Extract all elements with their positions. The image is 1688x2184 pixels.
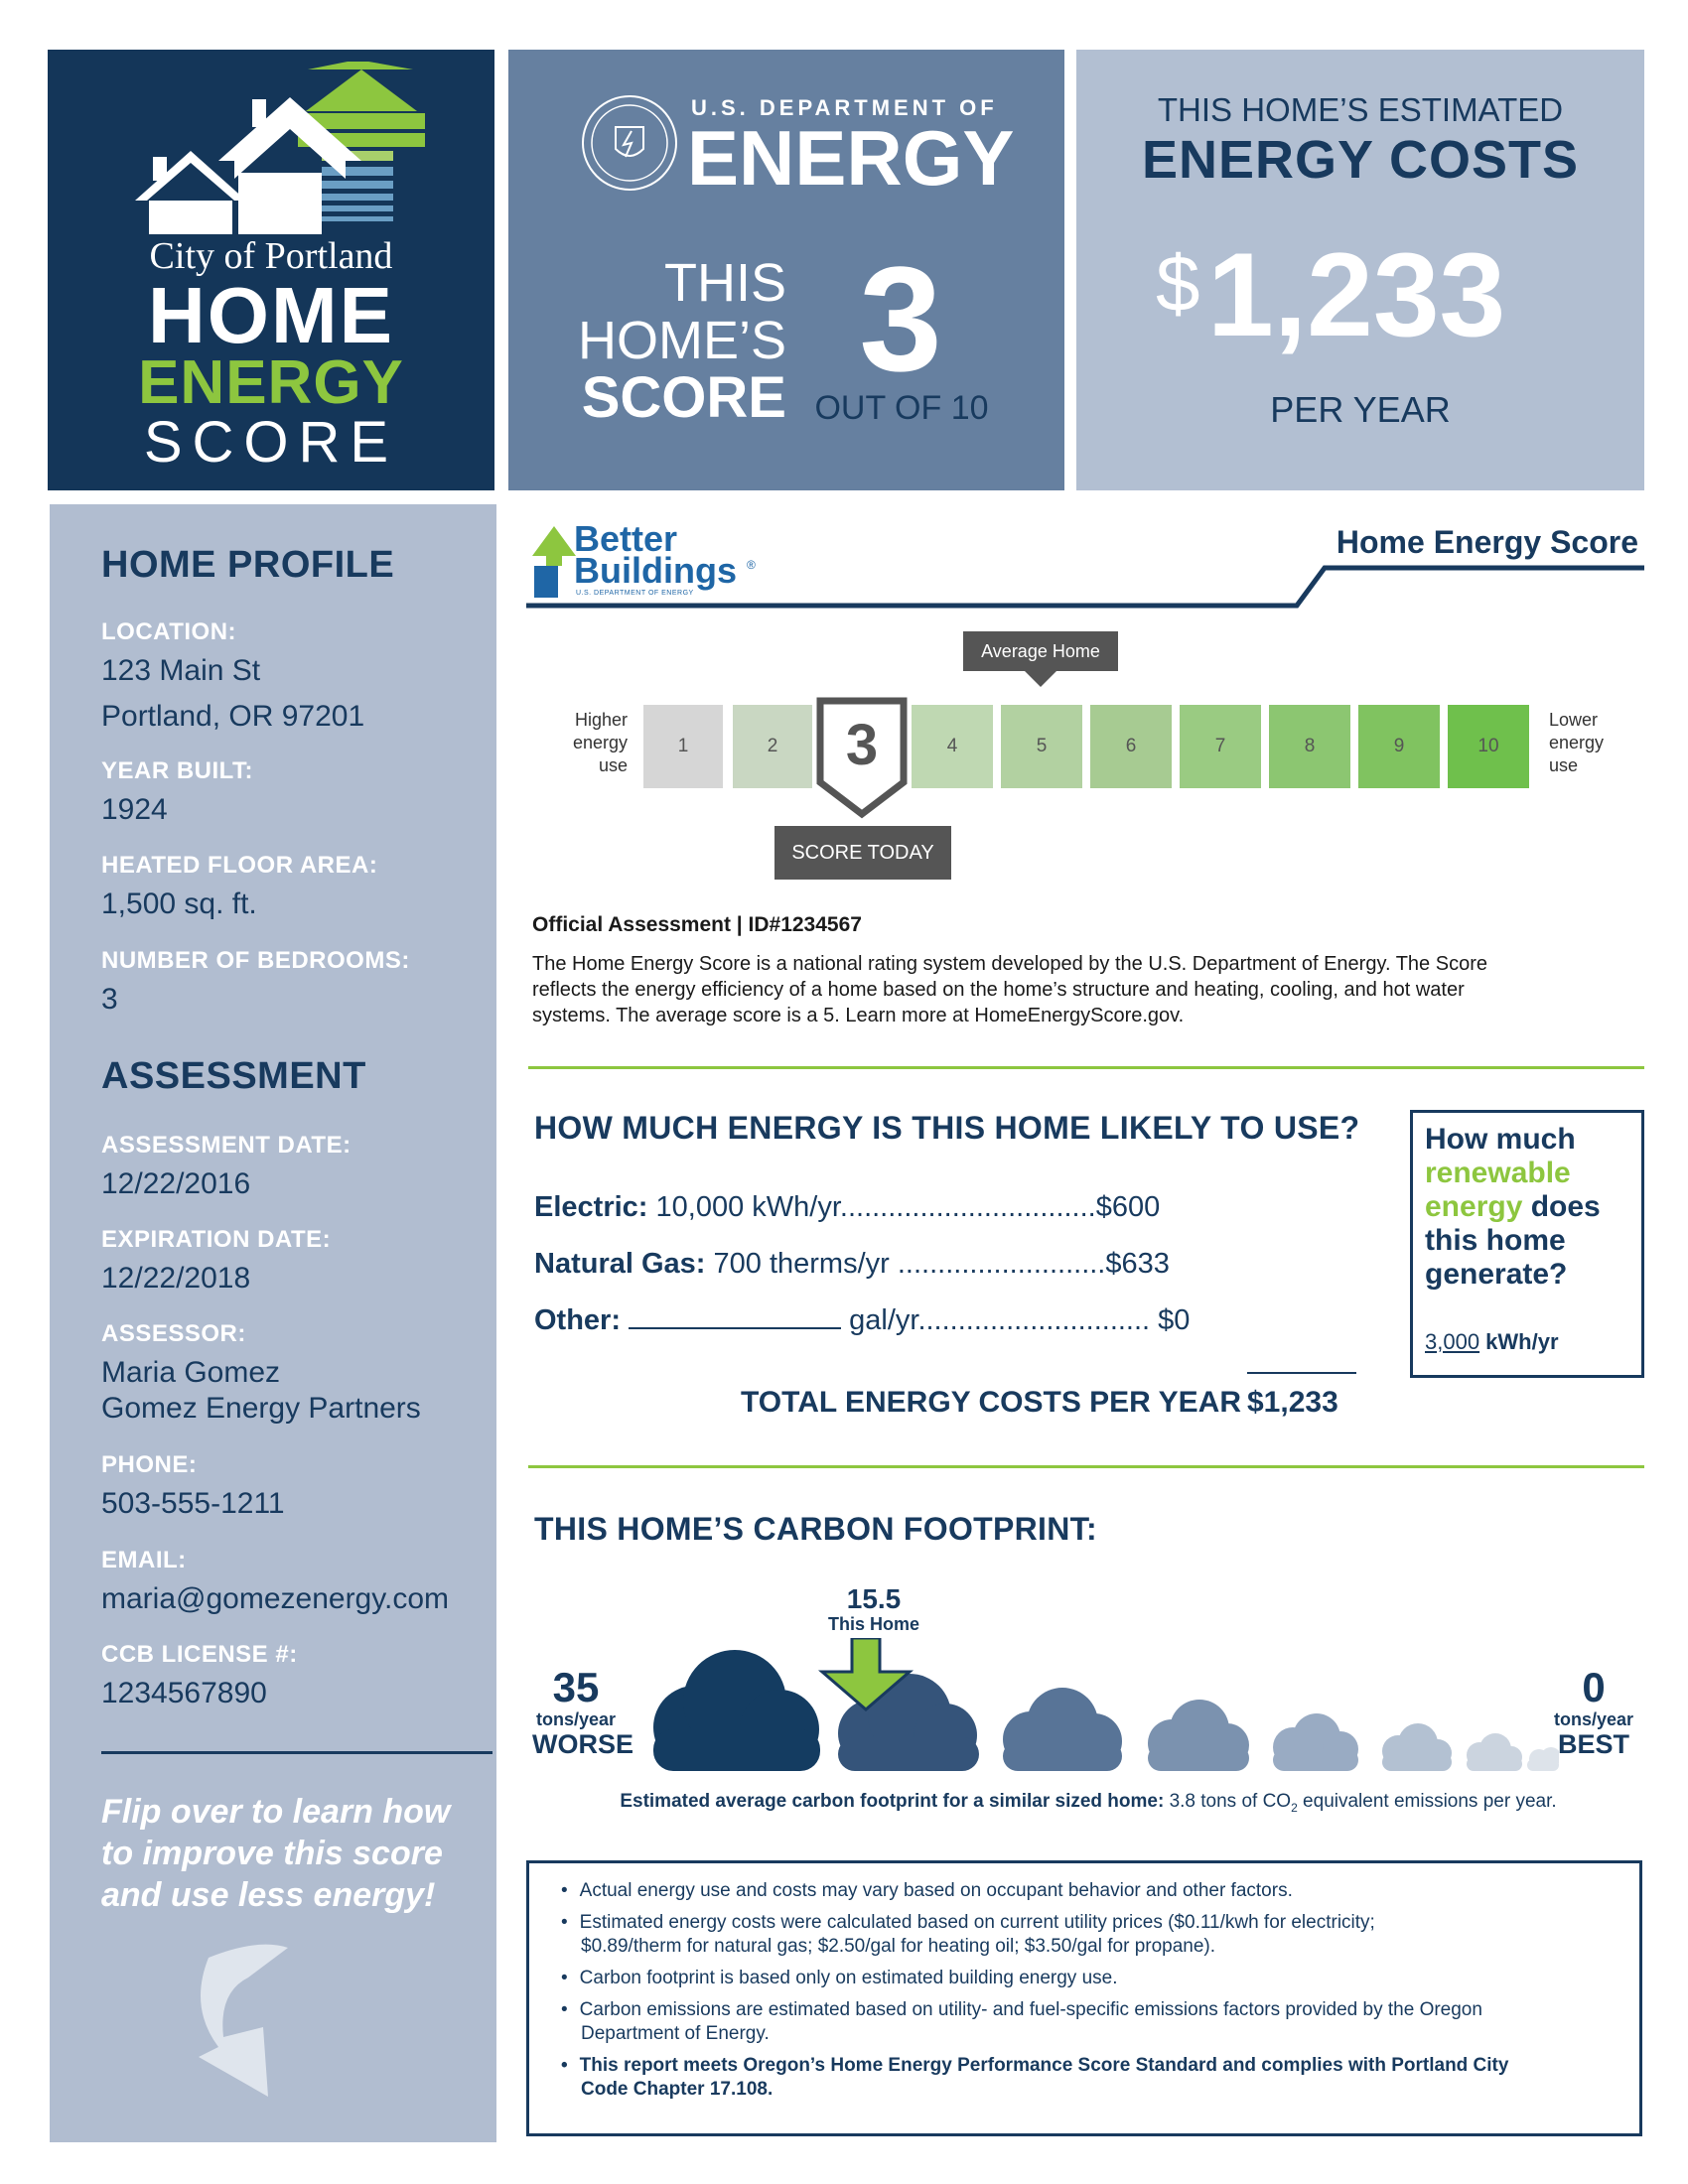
expiration-date-value: 12/22/2018 bbox=[101, 1262, 251, 1295]
score-label-2: HOME’S bbox=[577, 311, 786, 370]
note-2-text-b: $0.89/therm for natural gas; $2.50/gal for heating oil; $3.50/gal for propane). bbox=[581, 1936, 1216, 1957]
scale-box-9: 9 bbox=[1358, 705, 1440, 788]
renewable-q-line-2: renewable bbox=[1425, 1157, 1571, 1189]
energy-usage-heading: HOW MUCH ENERGY IS THIS HOME LIKELY TO USE? bbox=[534, 1110, 1360, 1146]
email-label: EMAIL: bbox=[101, 1547, 187, 1573]
gas-label: Natural Gas: bbox=[534, 1248, 706, 1280]
average-home-label: Average Home bbox=[963, 631, 1118, 671]
doe-dept-big: ENERGY bbox=[687, 114, 1015, 202]
total-cost-label: TOTAL ENERGY COSTS PER YEAR bbox=[741, 1386, 1241, 1419]
cost-per-year: PER YEAR bbox=[1270, 389, 1451, 430]
score-label-1: THIS bbox=[663, 253, 786, 313]
cost-heading-1: THIS HOME’S ESTIMATED bbox=[1157, 91, 1564, 128]
best-unit: tons/year bbox=[1553, 1709, 1634, 1729]
bedrooms-label: NUMBER OF BEDROOMS: bbox=[101, 947, 410, 974]
email-value[interactable]: maria@gomezenergy.com bbox=[101, 1582, 450, 1615]
note-3-text: Carbon footprint is based only on estimated building energy use. bbox=[579, 1968, 1118, 1988]
floor-area-label: HEATED FLOOR AREA: bbox=[101, 852, 378, 879]
bb-registered-mark: ® bbox=[747, 558, 756, 572]
green-divider-2 bbox=[528, 1465, 1644, 1468]
doe-dept-small: U.S. DEPARTMENT OF bbox=[691, 95, 998, 120]
average-carbon-tail: equivalent emissions per year. bbox=[1297, 1791, 1557, 1812]
best-label: BEST bbox=[1557, 1729, 1629, 1759]
assessor-name: Maria Gomez bbox=[101, 1356, 281, 1389]
green-divider-1 bbox=[528, 1066, 1644, 1069]
electric-cost: $600 bbox=[1095, 1191, 1161, 1223]
bb-better-text: Better bbox=[574, 518, 678, 559]
bb-doe-small-text: U.S. DEPARTMENT OF ENERGY bbox=[576, 590, 694, 597]
phone-value[interactable]: 503-555-1211 bbox=[101, 1487, 285, 1520]
renewable-q-line-1: How much bbox=[1425, 1123, 1576, 1156]
other-blank-field bbox=[629, 1305, 841, 1329]
total-cost-value: $1,233 bbox=[1247, 1386, 1338, 1419]
official-text-line-3: systems. The average score is a 5. Learn more at HomeEnergyScore.gov. bbox=[532, 1005, 1185, 1026]
carbon-heading: THIS HOME’S CARBON FOOTPRINT: bbox=[534, 1511, 1097, 1547]
renewable-q-line-4: this home bbox=[1425, 1224, 1566, 1257]
year-built-label: YEAR BUILT: bbox=[101, 757, 254, 784]
doe-score-panel bbox=[508, 50, 1064, 490]
total-rule bbox=[1247, 1372, 1356, 1374]
ccb-license-label: CCB LICENSE #: bbox=[101, 1641, 298, 1668]
gas-row bbox=[534, 1248, 1348, 1281]
scale-box-1: 1 bbox=[643, 705, 723, 788]
average-home-pointer-icon bbox=[1023, 669, 1058, 689]
note-4-text-a: Carbon emissions are estimated based on utility- and fuel-specific emissions factors provided by the Oregon bbox=[579, 1999, 1482, 2020]
official-assessment-title: Official Assessment | ID#1234567 bbox=[532, 913, 862, 936]
cost-heading-2: ENERGY COSTS bbox=[1141, 130, 1580, 190]
sidebar bbox=[50, 504, 496, 2142]
year-built-value: 1924 bbox=[101, 793, 168, 826]
assessment-heading: ASSESSMENT bbox=[101, 1055, 366, 1097]
note-3: • Carbon footprint is based only on estimated building energy use. bbox=[561, 1968, 1118, 1988]
best-value: 0 bbox=[1582, 1664, 1606, 1710]
scale-box-6: 6 bbox=[1090, 705, 1172, 788]
score-out-of: OUT OF 10 bbox=[814, 389, 989, 427]
logo-home-text: HOME bbox=[148, 271, 394, 359]
cloud-5 bbox=[1273, 1713, 1358, 1771]
score-label-3: SCORE bbox=[581, 365, 786, 430]
cloud-7 bbox=[1467, 1733, 1522, 1771]
higher-energy-label bbox=[548, 709, 628, 777]
official-assessment-text bbox=[532, 951, 1644, 1028]
scale-box-4: 4 bbox=[912, 705, 993, 788]
current-score-value: 3 bbox=[845, 713, 879, 777]
score-today-label: SCORE TODAY bbox=[774, 826, 951, 880]
assessor-label: ASSESSOR: bbox=[101, 1320, 246, 1347]
logo-panel bbox=[48, 50, 494, 490]
renewable-box bbox=[1410, 1110, 1644, 1378]
note-5: • This report meets Oregon’s Home Energy Performance Score Standard and complies with Portland City Code Chapter 17.108. bbox=[561, 2055, 1509, 2100]
cloud-6 bbox=[1382, 1723, 1452, 1771]
logo-city-text: City of Portland bbox=[149, 235, 393, 277]
expiration-date-label: EXPIRATION DATE: bbox=[101, 1226, 332, 1253]
note-4-text-b: Department of Energy. bbox=[581, 2023, 770, 2044]
higher-use-word: use bbox=[598, 755, 628, 775]
renewable-q-line-5: generate? bbox=[1425, 1258, 1568, 1291]
average-carbon-text: 3.8 tons of CO bbox=[1164, 1791, 1292, 1812]
this-home-carbon-label: This Home bbox=[827, 1614, 919, 1634]
electric-dots: ............................... bbox=[847, 1191, 1096, 1223]
worse-value: 35 bbox=[552, 1664, 600, 1710]
average-carbon-note bbox=[532, 1791, 1644, 1815]
hes-title: Home Energy Score bbox=[1336, 524, 1638, 560]
logo-energy-text: ENERGY bbox=[138, 348, 404, 417]
score-value: 3 bbox=[859, 235, 942, 402]
renewable-q-energy: energy bbox=[1425, 1190, 1523, 1223]
lower-word: Lower bbox=[1549, 710, 1599, 730]
floor-area-value: 1,500 sq. ft. bbox=[101, 887, 257, 920]
scale-box-10: 10 bbox=[1448, 705, 1529, 788]
logo-score-text: SCORE bbox=[143, 410, 399, 475]
average-carbon-sub: 2 bbox=[1291, 1800, 1298, 1815]
note-2-text-a: Estimated energy costs were calculated based on current utility prices ($0.11/kwh for electricity; bbox=[579, 1912, 1375, 1933]
location-label: LOCATION: bbox=[101, 618, 237, 645]
worse-unit: tons/year bbox=[535, 1709, 617, 1729]
scale-box-2: 2 bbox=[733, 705, 812, 788]
renewable-question bbox=[1425, 1123, 1601, 1292]
renewable-q-does: does bbox=[1522, 1190, 1601, 1223]
assessor-company: Gomez Energy Partners bbox=[101, 1392, 421, 1425]
note-1: • Actual energy use and costs may vary based on occupant behavior and other factors. bbox=[561, 1880, 1293, 1901]
note-4: • Carbon emissions are estimated based on utility- and fuel-specific emissions factors provided by the Oregon Department of Energy. bbox=[561, 1999, 1482, 2044]
cost-amount: 1,233 bbox=[1207, 228, 1506, 361]
electric-row bbox=[534, 1191, 1348, 1224]
home-profile-heading: HOME PROFILE bbox=[101, 544, 395, 586]
sidebar-divider bbox=[101, 1751, 492, 1754]
higher-word: Higher bbox=[574, 710, 628, 730]
official-text-line-1: The Home Energy Score is a national rating system developed by the U.S. Department of Energy. The Score bbox=[532, 953, 1487, 975]
address-line-2: Portland, OR 97201 bbox=[101, 700, 365, 733]
address-line-1: 123 Main St bbox=[101, 654, 261, 687]
renewable-amount: 3,000 bbox=[1425, 1329, 1480, 1354]
carbon-clouds-graphic bbox=[635, 1638, 1559, 1787]
this-home-carbon-value: 15.5 bbox=[846, 1583, 902, 1614]
assessment-date-value: 12/22/2016 bbox=[101, 1167, 251, 1200]
gas-value: 700 therms/yr bbox=[713, 1248, 890, 1280]
electric-value: 10,000 kWh/yr. bbox=[655, 1191, 848, 1223]
flip-line-1: Flip over to learn how bbox=[101, 1793, 451, 1831]
renewable-unit: kWh/yr bbox=[1479, 1329, 1559, 1354]
note-1-text: Actual energy use and costs may vary based on occupant behavior and other factors. bbox=[579, 1880, 1293, 1901]
note-5-text-b: Code Chapter 17.108. bbox=[581, 2079, 774, 2100]
cloud-4 bbox=[1148, 1700, 1249, 1771]
electric-label: Electric: bbox=[534, 1191, 648, 1223]
energy-cost-panel bbox=[1076, 50, 1644, 490]
phone-label: PHONE: bbox=[101, 1451, 198, 1478]
cloud-3 bbox=[1003, 1688, 1122, 1771]
gas-cost: $633 bbox=[1105, 1248, 1170, 1280]
assessment-date-label: ASSESSMENT DATE: bbox=[101, 1132, 352, 1159]
other-label: Other: bbox=[534, 1304, 621, 1336]
cost-dollar-sign: $ bbox=[1156, 239, 1200, 328]
header-rule bbox=[526, 562, 1648, 612]
other-row bbox=[534, 1304, 1348, 1337]
scale-box-8: 8 bbox=[1269, 705, 1350, 788]
notes-box bbox=[526, 1860, 1642, 2136]
ccb-license-value: 1234567890 bbox=[101, 1677, 267, 1709]
flip-over-message bbox=[101, 1791, 450, 1916]
bedrooms-value: 3 bbox=[101, 983, 118, 1016]
lower-use-word: use bbox=[1549, 755, 1579, 775]
flip-line-2: to improve this score bbox=[101, 1835, 443, 1872]
other-dots: ............................ bbox=[925, 1304, 1151, 1336]
cloud-1 bbox=[653, 1650, 820, 1771]
scale-box-7: 7 bbox=[1180, 705, 1261, 788]
flip-arrow-icon bbox=[179, 1938, 338, 2116]
doe-seal-icon bbox=[580, 93, 679, 193]
official-text-line-2: reflects the energy efficiency of a home based on the home’s structure and heating, cooling, and hot water bbox=[532, 979, 1465, 1001]
gas-dots: .......................... bbox=[897, 1248, 1106, 1280]
higher-energy-word: energy bbox=[572, 733, 628, 752]
renewable-amount-row bbox=[1425, 1329, 1559, 1355]
worse-label: WORSE bbox=[532, 1729, 634, 1759]
lower-energy-word: energy bbox=[1549, 733, 1605, 752]
other-cost: $0 bbox=[1158, 1304, 1191, 1336]
other-value: gal/yr. bbox=[849, 1304, 926, 1336]
scale-box-5: 5 bbox=[1001, 705, 1082, 788]
flip-line-3: and use less energy! bbox=[101, 1876, 436, 1914]
average-carbon-bold: Estimated average carbon footprint for a similar sized home: bbox=[620, 1791, 1165, 1812]
note-2: • Estimated energy costs were calculated based on current utility prices ($0.11/kwh for electricity; $0.89/therm for natural gas; $2.50/gal for heating oil; $3.50/gal for propane). bbox=[561, 1912, 1375, 1957]
lower-energy-label bbox=[1549, 709, 1638, 777]
bb-buildings-text: Buildings bbox=[574, 550, 737, 591]
note-5-text-a: This report meets Oregon’s Home Energy Performance Score Standard and complies with Portland City bbox=[579, 2055, 1509, 2076]
